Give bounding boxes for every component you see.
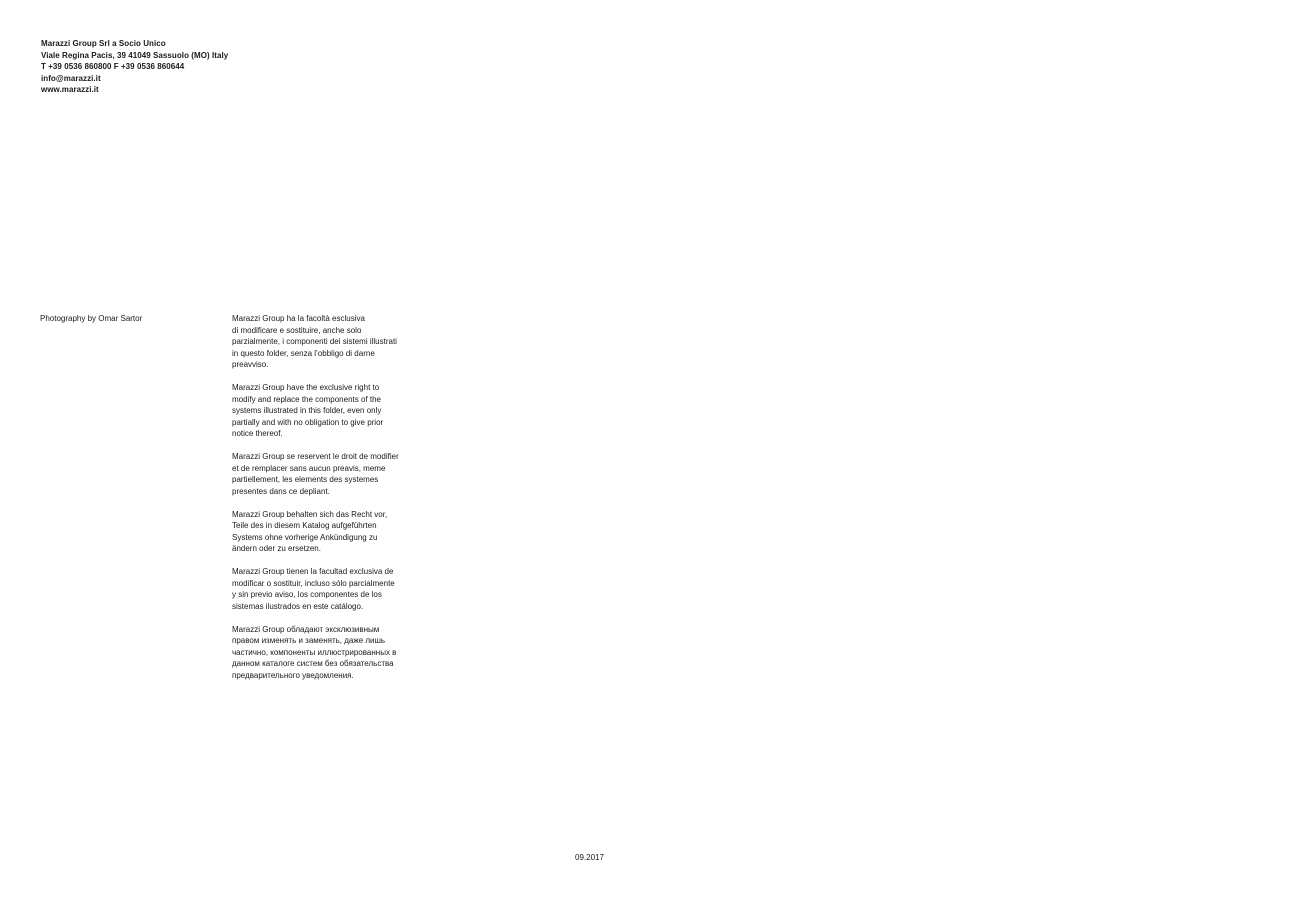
company-contact-block [41, 38, 228, 96]
company-website: www.marazzi.it [41, 85, 99, 94]
disclaimer-russian: Marazzi Group обладают эксклюзивным правом изменять и заменять, даже лишь частично, компоненты иллюстрированных в данном каталоге систем без обязательства предварительного уведомления. [232, 624, 397, 680]
photo-credit: Photography by Omar Sartor [40, 314, 143, 323]
disclaimer-italian: Marazzi Group ha la facoltà esclusiva di modificare e sostituire, anche solo parzialmente, i componenti dei sistemi illustrati in questo folder, senza l’obbligo di darne preavviso. [232, 314, 397, 369]
company-phone-fax: T +39 0536 860800 F +39 0536 860644 [41, 62, 185, 71]
company-email: info@marazzi.it [41, 73, 101, 83]
company-address: Viale Regina Pacis, 39 41049 Sassuolo (MO) Italy [41, 50, 229, 60]
disclaimer-block [232, 313, 417, 693]
disclaimer-french: Marazzi Group se reservent le droit de modifier et de remplacer sans aucun preavis, meme partiellement, les elements des systemes presentes dans ce depliant. [232, 452, 399, 496]
publication-date: 09.2017 [575, 853, 604, 862]
disclaimer-german: Marazzi Group behalten sich das Recht vor, Teile des in diesem Katalog aufgeführten Systems ohne vorherige Ankündigung zu ändern oder zu ersetzen. [232, 509, 388, 553]
company-name: Marazzi Group Srl a Socio Unico [41, 39, 166, 48]
disclaimer-english: Marazzi Group have the exclusive right to modify and replace the components of the systems illustrated in this folder, even only partially and with no obligation to give prior notice thereof. [232, 383, 384, 438]
disclaimer-spanish: Marazzi Group tienen la facultad exclusiva de modificar o sostituir, incluso sólo parcialmente y sin previo aviso, los componentes de los sistemas ilustrados en este catálogo. [232, 567, 395, 611]
